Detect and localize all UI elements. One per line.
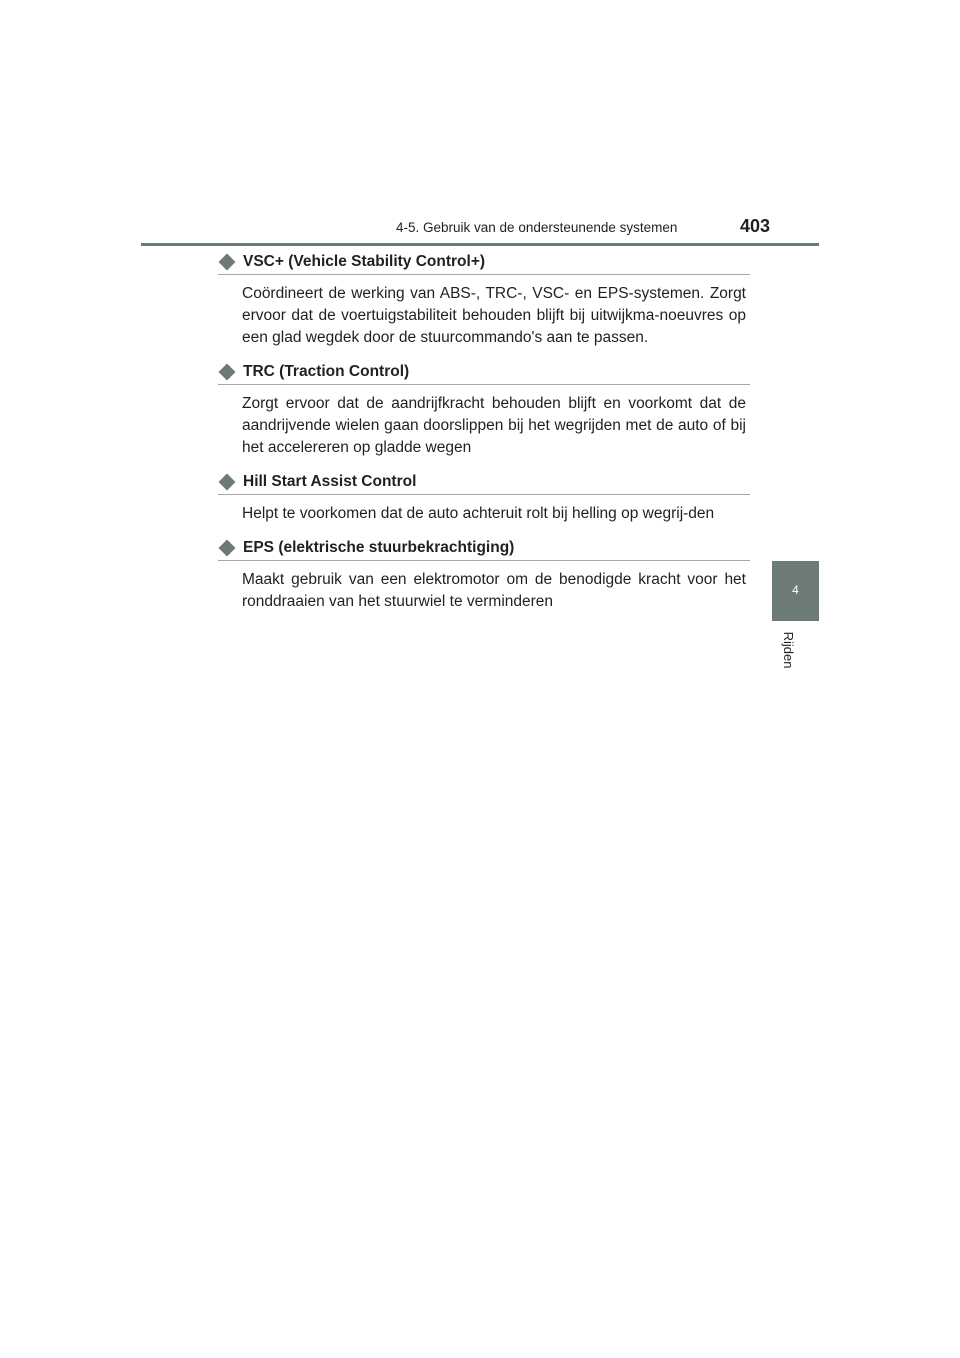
section-eps (218, 539, 750, 613)
diamond-bullet-icon (219, 474, 236, 491)
diamond-bullet-icon (219, 540, 236, 557)
section-body: Maakt gebruik van een elektromotor om de benodigde kracht voor het ronddraaien van het stuurwiel te verminderen (242, 571, 746, 610)
section-trc (218, 363, 750, 459)
section-heading (218, 253, 750, 275)
section-hill-start (218, 473, 750, 525)
section-header-title: 4-5. Gebruik van de ondersteunende systemen (396, 220, 678, 235)
main-content (218, 253, 750, 613)
section-heading (218, 539, 750, 561)
diamond-bullet-icon (219, 364, 236, 381)
section-body: Coördineert de werking van ABS-, TRC-, VSC- en EPS-systemen. Zorgt ervoor dat de voertuigstabiliteit behouden blijft bij uitwijkma-noeuvres op een glad wegdek door de stuurcommando's aan te passen. (242, 285, 746, 346)
chapter-number: 4 (792, 583, 799, 597)
section-title: Hill Start Assist Control (243, 473, 417, 490)
section-vsc (218, 253, 750, 349)
section-body: Zorgt ervoor dat de aandrijfkracht behouden blijft en voorkomt dat de aandrijvende wielen gaan doorslippen bij het wegrijden met de auto of bij het accelereren op gladde wegen (242, 395, 746, 456)
diamond-bullet-icon (219, 254, 236, 271)
chapter-label: Rijden (781, 631, 796, 669)
section-title: VSC+ (Vehicle Stability Control+) (243, 253, 486, 270)
section-heading (218, 473, 750, 495)
page-number: 403 (740, 216, 771, 236)
section-title: EPS (elektrische stuurbekrachtiging) (243, 539, 515, 556)
section-body: Helpt te voorkomen dat de auto achteruit rolt bij helling op wegrij-den (242, 505, 715, 522)
chapter-tab (772, 561, 819, 621)
header-divider (141, 243, 819, 246)
section-title: TRC (Traction Control) (243, 363, 410, 380)
section-heading (218, 363, 750, 385)
